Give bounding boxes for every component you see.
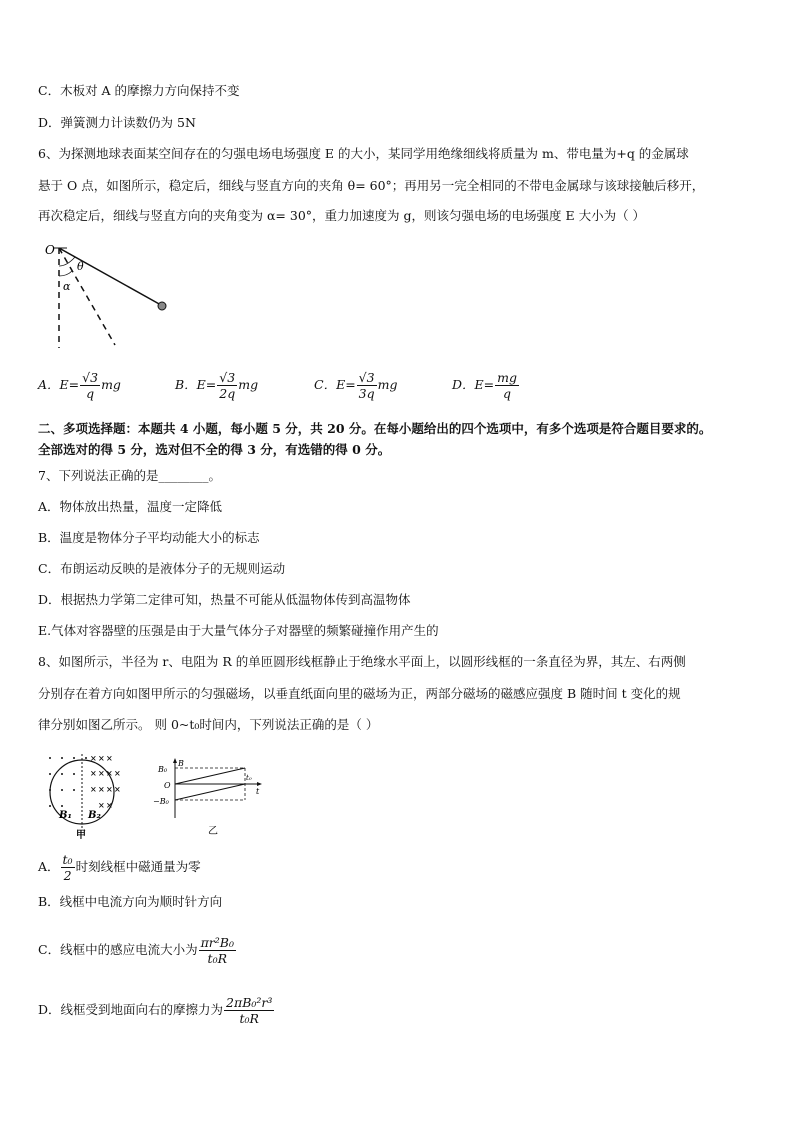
svg-text:×: × [106, 800, 113, 810]
neg-b0-tick-label: −B₀ [153, 797, 169, 806]
q5-option-d: D．弹簧测力计读数仍为 5N [38, 115, 196, 130]
point-o-label: O [45, 243, 55, 257]
q6-option-b: B．E= $\frac{√3}{2q}$ mg [175, 370, 259, 401]
svg-text:×: × [90, 753, 97, 763]
q8-stem-line1: 8、如图所示，半径为 r、电阻为 R 的单匝圆形线框静止于绝缘水平面上，以圆形线框的一条直径为界，其左、右两侧 [38, 654, 686, 669]
t0-tick-label: t₀ [246, 774, 252, 782]
q8-option-c: C．线框中的感应电流大小为 $\frac{\text{πr²B₀}}{\text{t₀R}}$ [38, 935, 234, 966]
q6-stem-line2: 悬于 O 点，如图所示，稳定后，细线与竖直方向的夹角 θ= 60°；再用另一完全相同的不带电金属球与该球接触后移开， [38, 178, 705, 193]
q5-option-c: C．木板对 A 的摩擦力方向保持不变 [38, 83, 240, 98]
theta-thread [59, 248, 161, 305]
q8-figure-yi-graph [150, 758, 265, 840]
q6-stem-line3: 再次稳定后，细线与竖直方向的夹角变为 α= 30°，重力加速度为 g，则该匀强电场的电场强度 E 大小为（ ） [38, 208, 646, 223]
q8-option-d: D．线框受到地面向右的摩擦力为 $\frac{\text{2πB₀²r³}}{\text{t₀R}}$ [38, 995, 273, 1026]
q6-option-c: C．E= $\frac{√3}{3q}$ mg [314, 370, 398, 401]
svg-text:×: × [90, 768, 97, 778]
svg-text:×: × [98, 768, 105, 778]
jia-label: 甲 [76, 830, 86, 840]
alpha-thread-dashed [59, 248, 115, 345]
metal-ball [158, 302, 166, 310]
svg-text:×: × [90, 784, 97, 794]
q8-stem-line2: 分别存在着方向如图甲所示的匀强磁场，以垂直纸面向里的磁场为正，两部分磁场的磁感应强度 B 随时间 t 变化的规 [38, 686, 681, 701]
q8-option-b: B．线框中电流方向为顺时针方向 [38, 894, 223, 909]
theta-label: θ [77, 260, 84, 273]
q7-option-a: A．物体放出热量，温度一定降低 [38, 499, 223, 514]
q6-option-d: D．E= $\frac{mg}{q}$ [452, 370, 517, 401]
axis-t-label: t [256, 787, 260, 796]
svg-text:×: × [98, 800, 105, 810]
svg-text:×: × [114, 784, 121, 794]
yi-label: 乙 [208, 826, 218, 837]
q7-option-d: D．根据热力学第二定律可知，热量不可能从低温物体传到高温物体 [38, 592, 411, 607]
origin-label: O [164, 781, 171, 790]
section2-heading-line1: 二、多项选择题：本题共 4 小题，每小题 5 分，共 20 分。在每小题给出的四个选项中，有多个选项是符合题目要求的。 [38, 421, 712, 436]
q8-option-a: A． $\frac{\text{t₀}}{2}$ 时刻线框中磁通量为零 [38, 852, 201, 883]
cross-field-right [90, 753, 121, 810]
dots-field-left [49, 757, 87, 807]
b2-label: B₂ [88, 810, 101, 821]
q7-option-c: C．布朗运动反映的是液体分子的无规则运动 [38, 561, 286, 576]
b1-label: B₁ [59, 810, 72, 821]
section2-heading-line2: 全部选对的得 5 分，选对但不全的得 3 分，有选错的得 0 分。 [38, 442, 391, 457]
q6-pendulum-figure [45, 240, 175, 350]
svg-text:×: × [106, 784, 113, 794]
svg-text:×: × [106, 768, 113, 778]
axis-b-label: B [178, 759, 184, 768]
b2-line [175, 784, 245, 800]
q7-option-b: B．温度是物体分子平均动能大小的标志 [38, 530, 260, 545]
q8-stem-line3: 律分别如图乙所示。 则 0~t₀时间内，下列说法正确的是（ ） [38, 717, 379, 732]
b1-line [175, 768, 245, 784]
svg-text:×: × [114, 768, 121, 778]
svg-text:×: × [98, 784, 105, 794]
q7-stem: 7、下列说法正确的是________。 [38, 468, 221, 483]
svg-text:×: × [98, 753, 105, 763]
q6-option-a: A．E= $\frac{√3}{q}$ mg [38, 370, 121, 401]
alpha-label: α [63, 280, 71, 293]
q6-stem-line1: 6、为探测地球表面某空间存在的匀强电场电场强度 E 的大小，某同学用绝缘细线将质量为 m、带电量为+q 的金属球 [38, 146, 689, 161]
q7-option-e: E.气体对容器壁的压强是由于大量气体分子对器壁的频繁碰撞作用产生的 [38, 623, 439, 638]
svg-text:×: × [106, 753, 113, 763]
q8-figure-jia [42, 752, 122, 840]
b0-tick-label: B₀ [158, 765, 168, 774]
